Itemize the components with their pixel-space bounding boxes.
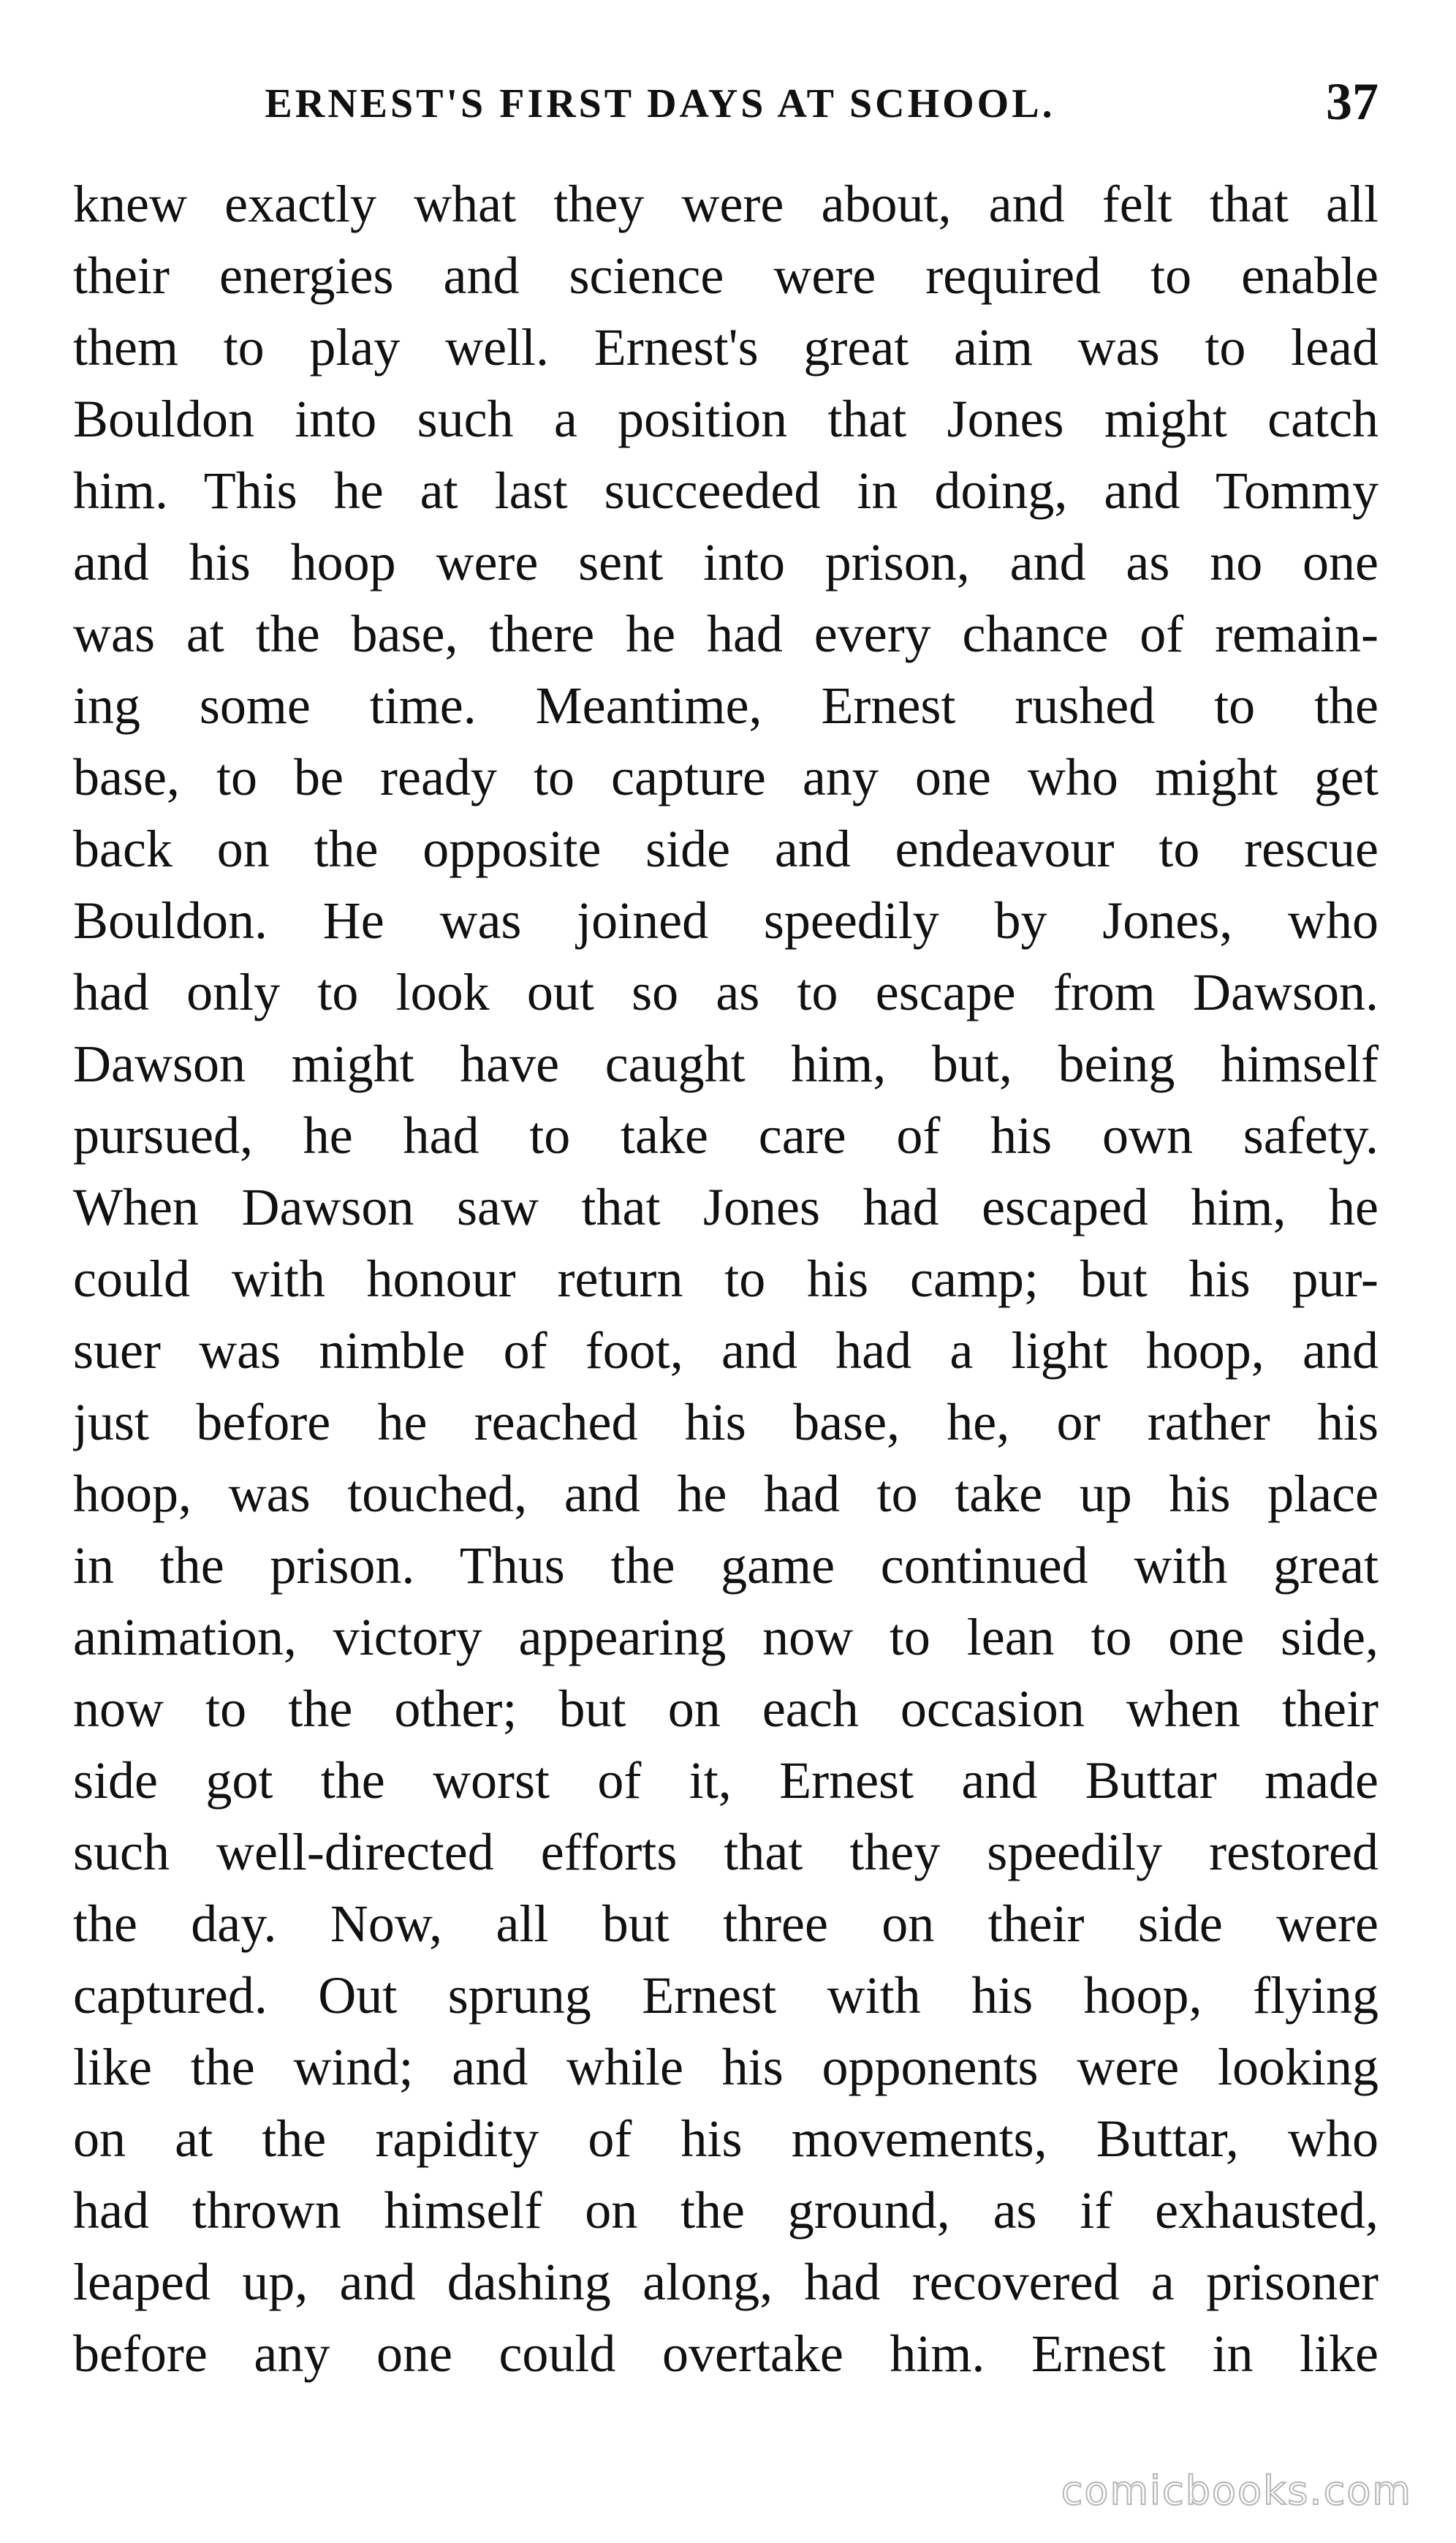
book-page [73, 58, 1379, 2471]
text-line: such well-directed efforts that they speedily restored [73, 1823, 1379, 1881]
text-line: pursued, he had to take care of his own safety. [73, 1106, 1379, 1165]
watermark: comicbooks.com [1061, 2468, 1412, 2514]
text-line: back on the opposite side and endeavour to rescue [73, 820, 1379, 878]
text-line: had only to look out so as to escape from Dawson. [73, 963, 1379, 1021]
text-line: the day. Now, all but three on their side were [73, 1894, 1379, 1953]
text-line: captured. Out sprung Ernest with his hoop, flying [73, 1966, 1379, 2025]
text-line: him. This he at last succeeded in doing, and Tommy [73, 461, 1379, 520]
text-line: side got the worst of it, Ernest and Buttar made [73, 1751, 1379, 1810]
text-line: them to play well. Ernest's great aim was to lead [73, 318, 1379, 377]
text-line: just before he reached his base, he, or rather his [73, 1393, 1379, 1451]
text-line: their energies and science were required to enable [73, 246, 1379, 305]
text-line: had thrown himself on the ground, as if exhausted, [73, 2181, 1379, 2240]
text-line: in the prison. Thus the game continued with great [73, 1536, 1379, 1595]
text-line: animation, victory appearing now to lean to one side, [73, 1608, 1379, 1666]
text-line: hoop, was touched, and he had to take up his place [73, 1465, 1379, 1523]
text-line: base, to be ready to capture any one who might get [73, 748, 1379, 806]
text-line: suer was nimble of foot, and had a light hoop, and [73, 1321, 1379, 1380]
text-line: was at the base, there he had every chance of remain- [73, 605, 1379, 663]
text-line: like the wind; and while his opponents were looking [73, 2038, 1379, 2096]
text-line: before any one could overtake him. Ernest in like [73, 2324, 1379, 2383]
text-line: on at the rapidity of his movements, Buttar, who [73, 2109, 1379, 2168]
text-line: When Dawson saw that Jones had escaped him, he [73, 1178, 1379, 1236]
text-line: ing some time. Meantime, Ernest rushed to the [73, 676, 1379, 735]
running-head [73, 58, 1379, 146]
text-line: Bouldon. He was joined speedily by Jones, who [73, 891, 1379, 950]
page-number: 37 [1326, 72, 1379, 131]
text-line: knew exactly what they were about, and felt that all [73, 175, 1379, 233]
text-line: leaped up, and dashing along, had recovered a prisoner [73, 2253, 1379, 2311]
text-line: and his hoop were sent into prison, and as no one [73, 533, 1379, 592]
body-text [73, 168, 1379, 2389]
text-line: Bouldon into such a position that Jones might catch [73, 390, 1379, 448]
text-line: Dawson might have caught him, but, being himself [73, 1035, 1379, 1093]
running-title: ERNEST'S FIRST DAYS AT SCHOOL. [265, 81, 1055, 126]
text-line: now to the other; but on each occasion when their [73, 1679, 1379, 1738]
text-line: could with honour return to his camp; but his pur- [73, 1250, 1379, 1308]
